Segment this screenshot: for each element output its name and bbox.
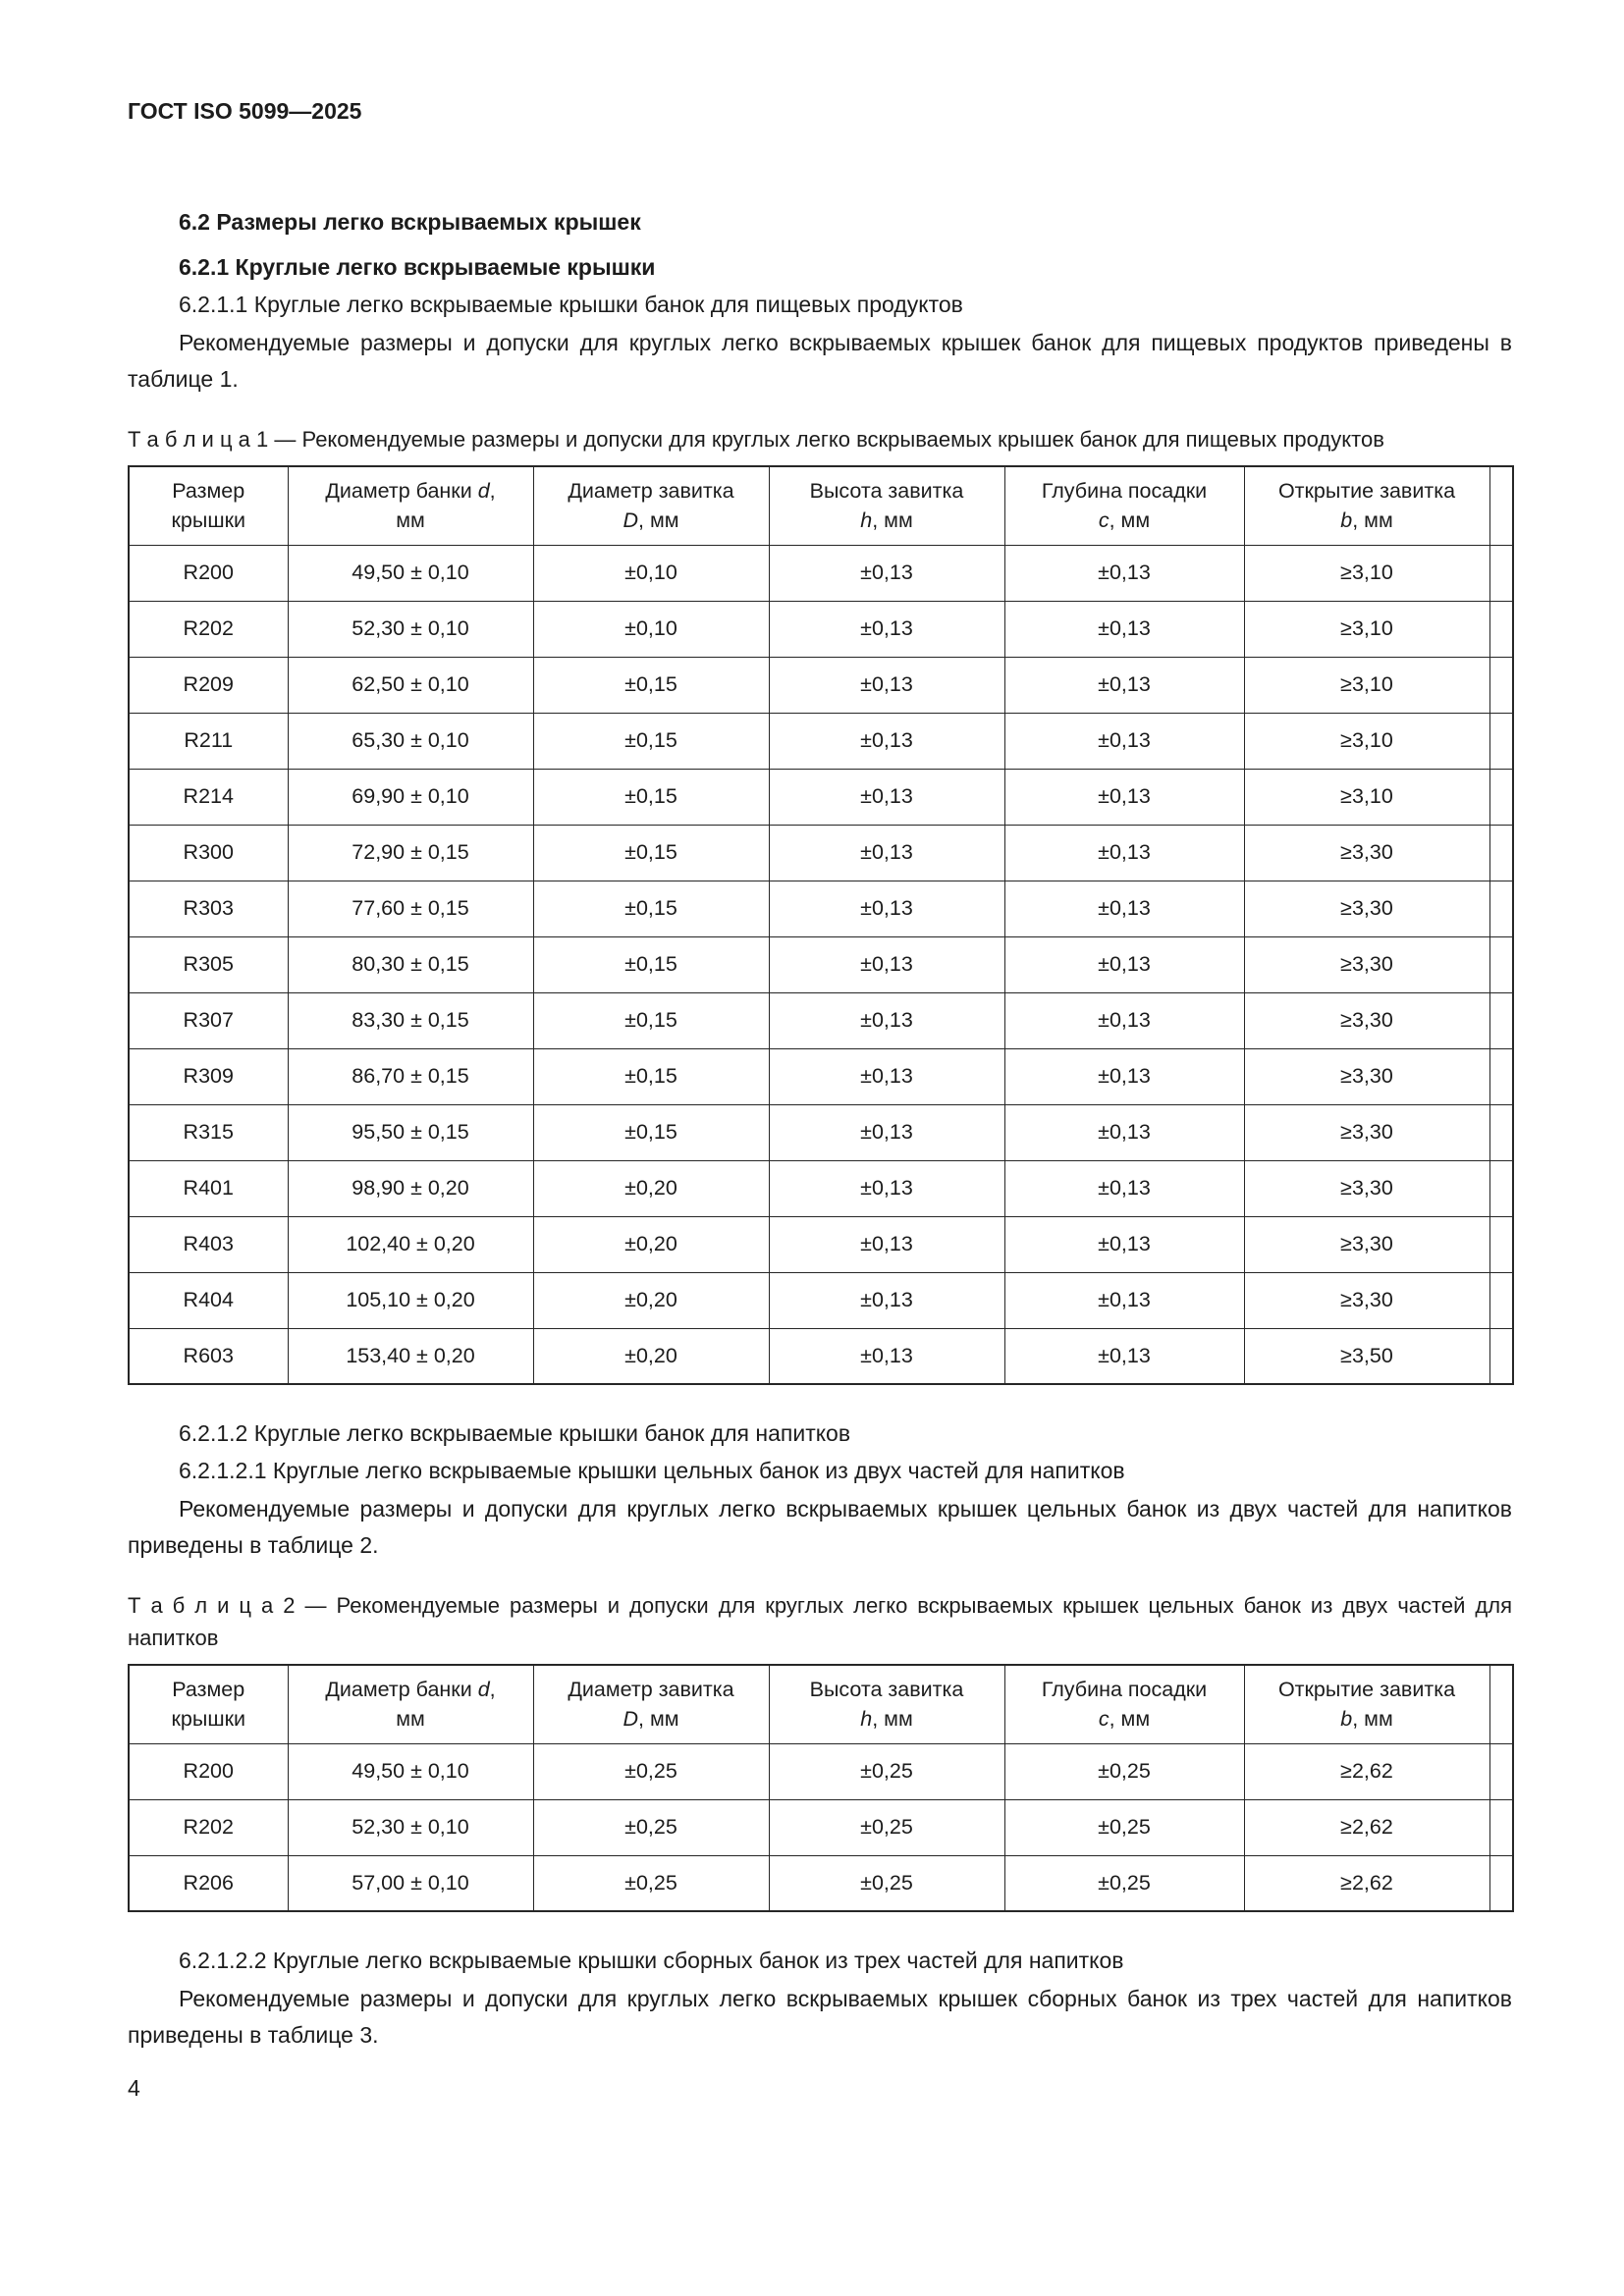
table-cell: ±0,13	[1004, 1104, 1244, 1160]
table-cell: 72,90 ± 0,15	[288, 825, 533, 881]
paragraph-1: Рекомендуемые размеры и допуски для круглых легко вскрываемых крышек банок для пищевых продуктов приведены в таблице 1.	[128, 330, 1512, 392]
column-header: Размер крышки	[129, 1665, 288, 1743]
column-header: Глубина посадки c, мм	[1004, 466, 1244, 545]
table-cell: ≥3,30	[1244, 1048, 1489, 1104]
table-filler-cell	[1489, 1272, 1513, 1328]
table-cell: ±0,13	[1004, 1272, 1244, 1328]
table1-caption	[128, 423, 1512, 455]
table-filler-cell	[1489, 1328, 1513, 1384]
table-cell: ±0,13	[769, 881, 1004, 936]
table-cell: ±0,20	[533, 1216, 769, 1272]
table-row	[129, 1799, 1513, 1855]
table-cell: R401	[129, 1160, 288, 1216]
table-cell: 102,40 ± 0,20	[288, 1216, 533, 1272]
table-cell: ≥3,30	[1244, 1272, 1489, 1328]
table-cell: 95,50 ± 0,15	[288, 1104, 533, 1160]
table-cell: ±0,13	[769, 1216, 1004, 1272]
table-cell: R202	[129, 1799, 288, 1855]
table-filler-cell	[1489, 825, 1513, 881]
table-row	[129, 881, 1513, 936]
table-cell: R214	[129, 769, 288, 825]
table-cell: ±0,13	[769, 1048, 1004, 1104]
doc-header: ГОСТ ISO 5099—2025	[128, 98, 362, 124]
table-row	[129, 1328, 1513, 1384]
table2-caption	[128, 1589, 1512, 1654]
table-cell: ±0,15	[533, 881, 769, 936]
table-row	[129, 545, 1513, 601]
paragraph-2: Рекомендуемые размеры и допуски для круглых легко вскрываемых крышек цельных банок из двух частей для напитков приведены в таблице 2.	[128, 1496, 1512, 1558]
table-cell: ±0,15	[533, 657, 769, 713]
table-cell: 69,90 ± 0,10	[288, 769, 533, 825]
column-header: Диаметр завитка D, мм	[533, 1665, 769, 1743]
table-cell: 52,30 ± 0,10	[288, 601, 533, 657]
table1-body	[129, 545, 1513, 1384]
table-row	[129, 825, 1513, 881]
column-header: Высота завитка h, мм	[769, 1665, 1004, 1743]
heading-6-2-1-2: 6.2.1.2 Круглые легко вскрываемые крышки банок для напитков	[179, 1420, 851, 1446]
table-cell: 80,30 ± 0,15	[288, 936, 533, 992]
column-header: Высота завитка h, мм	[769, 466, 1004, 545]
table-cell: ±0,13	[769, 825, 1004, 881]
page-number: 4	[128, 2075, 140, 2101]
table-cell: ≥3,30	[1244, 1216, 1489, 1272]
table-filler-cell	[1489, 936, 1513, 992]
table-cell: ±0,13	[1004, 769, 1244, 825]
column-header: Размер крышки	[129, 466, 288, 545]
table-cell: ≥3,10	[1244, 601, 1489, 657]
table-cell: R209	[129, 657, 288, 713]
table2-head	[129, 1665, 1513, 1743]
table-filler-cell	[1489, 713, 1513, 769]
table-cell: 153,40 ± 0,20	[288, 1328, 533, 1384]
table2	[128, 1664, 1514, 1912]
table-filler-cell	[1489, 466, 1513, 545]
table-cell: R202	[129, 601, 288, 657]
table-cell: 86,70 ± 0,15	[288, 1048, 533, 1104]
table-cell: ±0,15	[533, 1048, 769, 1104]
table-cell: R211	[129, 713, 288, 769]
column-header: Диаметр банки d, мм	[288, 466, 533, 545]
table-cell: ±0,10	[533, 601, 769, 657]
table-cell: ±0,25	[1004, 1799, 1244, 1855]
table-cell: R603	[129, 1328, 288, 1384]
table-cell: ±0,13	[1004, 992, 1244, 1048]
table-row	[129, 1048, 1513, 1104]
table-cell: ±0,15	[533, 992, 769, 1048]
table-cell: ±0,10	[533, 545, 769, 601]
table-cell: ≥2,62	[1244, 1799, 1489, 1855]
table-cell: ≥2,62	[1244, 1743, 1489, 1799]
table-cell: R305	[129, 936, 288, 992]
table-cell: ±0,13	[769, 769, 1004, 825]
table-cell: ≥3,30	[1244, 992, 1489, 1048]
heading-6-2-1-1: 6.2.1.1 Круглые легко вскрываемые крышки банок для пищевых продуктов	[179, 292, 963, 317]
table-cell: ±0,15	[533, 713, 769, 769]
table1-header-row	[129, 466, 1513, 545]
table-filler-cell	[1489, 992, 1513, 1048]
table-cell: ±0,13	[769, 545, 1004, 601]
table1-caption-label: Т а б л и ц а 1	[128, 427, 269, 452]
table-row	[129, 1216, 1513, 1272]
heading-6-2-1: 6.2.1 Круглые легко вскрываемые крышки	[179, 254, 656, 280]
table-cell: 65,30 ± 0,10	[288, 713, 533, 769]
table-cell: ±0,13	[1004, 713, 1244, 769]
table-cell: ±0,13	[769, 1328, 1004, 1384]
table-filler-cell	[1489, 769, 1513, 825]
table-cell: ±0,13	[769, 601, 1004, 657]
table-cell: ±0,13	[1004, 1160, 1244, 1216]
table-cell: ±0,13	[769, 1272, 1004, 1328]
table-cell: R303	[129, 881, 288, 936]
heading-6-2-1-2-2: 6.2.1.2.2 Круглые легко вскрываемые крышки сборных банок из трех частей для напитков	[179, 1948, 1124, 1973]
heading-6-2: 6.2 Размеры легко вскрываемых крышек	[179, 209, 641, 235]
table-row	[129, 713, 1513, 769]
table-filler-cell	[1489, 881, 1513, 936]
table-filler-cell	[1489, 1743, 1513, 1799]
table-cell: ±0,13	[1004, 881, 1244, 936]
table-filler-cell	[1489, 1104, 1513, 1160]
table-row	[129, 1104, 1513, 1160]
table-filler-cell	[1489, 1665, 1513, 1743]
table-row	[129, 601, 1513, 657]
table-cell: ≥3,50	[1244, 1328, 1489, 1384]
table-filler-cell	[1489, 1216, 1513, 1272]
table-cell: ±0,13	[1004, 657, 1244, 713]
table-cell: R200	[129, 1743, 288, 1799]
table-row	[129, 1743, 1513, 1799]
table-cell: ≥3,10	[1244, 713, 1489, 769]
table-cell: ±0,13	[1004, 936, 1244, 992]
table-row	[129, 1855, 1513, 1911]
table-cell: 62,50 ± 0,10	[288, 657, 533, 713]
table-cell: ≥3,30	[1244, 825, 1489, 881]
table1-caption-text: — Рекомендуемые размеры и допуски для круглых легко вскрываемых крышек банок для пищевых продуктов	[268, 427, 1384, 452]
table1	[128, 465, 1514, 1385]
table-cell: R403	[129, 1216, 288, 1272]
table-cell: ±0,25	[533, 1855, 769, 1911]
column-header: Диаметр банки d, мм	[288, 1665, 533, 1743]
table-cell: R200	[129, 545, 288, 601]
table-cell: ±0,15	[533, 936, 769, 992]
table-cell: ≥3,30	[1244, 881, 1489, 936]
table-cell: ±0,13	[769, 657, 1004, 713]
table-row	[129, 936, 1513, 992]
table-cell: ±0,20	[533, 1328, 769, 1384]
table-cell: ±0,13	[1004, 545, 1244, 601]
table-cell: ≥3,10	[1244, 657, 1489, 713]
table-cell: R300	[129, 825, 288, 881]
table-cell: ±0,25	[769, 1743, 1004, 1799]
table-row	[129, 657, 1513, 713]
table-filler-cell	[1489, 1799, 1513, 1855]
table-cell: R309	[129, 1048, 288, 1104]
table-cell: ±0,13	[769, 713, 1004, 769]
table-cell: ≥3,30	[1244, 1104, 1489, 1160]
table-cell: ±0,13	[1004, 1328, 1244, 1384]
table-filler-cell	[1489, 1160, 1513, 1216]
table2-caption-label: Т а б л и ц а 2	[128, 1593, 296, 1618]
table-cell: ≥3,30	[1244, 1160, 1489, 1216]
column-header: Открытие завитка b, мм	[1244, 1665, 1489, 1743]
table-cell: 49,50 ± 0,10	[288, 1743, 533, 1799]
table-filler-cell	[1489, 601, 1513, 657]
table-filler-cell	[1489, 657, 1513, 713]
table-filler-cell	[1489, 1855, 1513, 1911]
table-cell: ±0,25	[1004, 1743, 1244, 1799]
table-cell: ±0,13	[1004, 601, 1244, 657]
heading-6-2-1-2-1: 6.2.1.2.1 Круглые легко вскрываемые крышки цельных банок из двух частей для напитков	[179, 1458, 1125, 1483]
table-cell: ±0,20	[533, 1160, 769, 1216]
table-cell: ±0,13	[1004, 1048, 1244, 1104]
column-header: Глубина посадки c, мм	[1004, 1665, 1244, 1743]
table-row	[129, 1272, 1513, 1328]
table-filler-cell	[1489, 545, 1513, 601]
table-cell: ±0,13	[1004, 825, 1244, 881]
paragraph-3: Рекомендуемые размеры и допуски для круглых легко вскрываемых крышек сборных банок из трех частей для напитков приведены в таблице 3.	[128, 1986, 1512, 2048]
table-cell: ≥3,10	[1244, 769, 1489, 825]
table-cell: ≥3,10	[1244, 545, 1489, 601]
table-cell: ≥2,62	[1244, 1855, 1489, 1911]
table-cell: ±0,13	[769, 1160, 1004, 1216]
table-cell: 49,50 ± 0,10	[288, 545, 533, 601]
table-cell: R404	[129, 1272, 288, 1328]
table-cell: ±0,25	[1004, 1855, 1244, 1911]
table-cell: R315	[129, 1104, 288, 1160]
table-cell: ±0,13	[769, 1104, 1004, 1160]
column-header: Открытие завитка b, мм	[1244, 466, 1489, 545]
table-cell: 98,90 ± 0,20	[288, 1160, 533, 1216]
table-cell: ±0,20	[533, 1272, 769, 1328]
table2-body	[129, 1743, 1513, 1911]
table-cell: ≥3,30	[1244, 936, 1489, 992]
table-cell: ±0,25	[533, 1799, 769, 1855]
table-filler-cell	[1489, 1048, 1513, 1104]
table-cell: ±0,13	[1004, 1216, 1244, 1272]
table2-header-row	[129, 1665, 1513, 1743]
table1-head	[129, 466, 1513, 545]
table-cell: R307	[129, 992, 288, 1048]
table-cell: 52,30 ± 0,10	[288, 1799, 533, 1855]
table-cell: R206	[129, 1855, 288, 1911]
table-cell: ±0,25	[769, 1855, 1004, 1911]
table-cell: ±0,15	[533, 1104, 769, 1160]
table-cell: 57,00 ± 0,10	[288, 1855, 533, 1911]
table-cell: ±0,25	[533, 1743, 769, 1799]
table-cell: 77,60 ± 0,15	[288, 881, 533, 936]
table-cell: ±0,15	[533, 769, 769, 825]
table-cell: ±0,13	[769, 992, 1004, 1048]
table-cell: ±0,25	[769, 1799, 1004, 1855]
table-cell: ±0,13	[769, 936, 1004, 992]
table-row	[129, 992, 1513, 1048]
table-row	[129, 1160, 1513, 1216]
table2-caption-text: — Рекомендуемые размеры и допуски для круглых легко вскрываемых крышек цельных банок из двух частей для напитков	[128, 1593, 1512, 1650]
table-cell: ±0,15	[533, 825, 769, 881]
column-header: Диаметр завитка D, мм	[533, 466, 769, 545]
table-row	[129, 769, 1513, 825]
table-cell: 83,30 ± 0,15	[288, 992, 533, 1048]
table-cell: 105,10 ± 0,20	[288, 1272, 533, 1328]
